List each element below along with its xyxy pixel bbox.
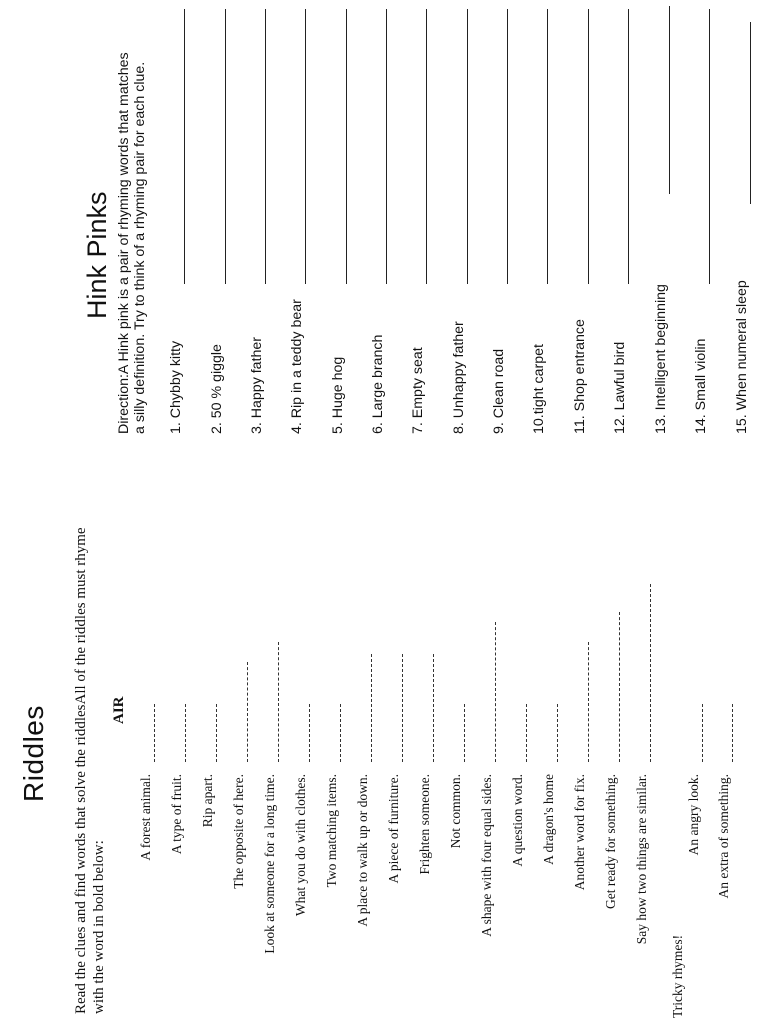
riddle-clue: Two matching items.	[324, 774, 339, 888]
riddle-row	[716, 504, 738, 1024]
hink-pink-row	[491, 4, 517, 434]
riddle-clue: A type of fruit.	[169, 774, 184, 855]
riddle-clue: Not common.	[448, 774, 463, 849]
hink-pink-answer-line[interactable]	[750, 22, 751, 204]
tricky-rhymes-label: Tricky rhymes!	[670, 934, 685, 1018]
riddle-row	[138, 504, 160, 1024]
hink-pink-clue: 2. 50 % giggle	[209, 344, 225, 434]
hink-pink-clue: 3. Happy father	[249, 336, 265, 434]
riddle-clue: A piece of furniture.	[386, 774, 401, 884]
riddle-answer-blank[interactable]	[309, 704, 310, 762]
riddles-bold-word: AIR	[111, 696, 127, 724]
hink-pink-answer-line[interactable]	[709, 9, 710, 284]
riddle-row	[479, 504, 501, 1024]
hink-pink-answer-line[interactable]	[426, 9, 427, 284]
riddles-instructions	[72, 474, 108, 1014]
riddle-answer-blank[interactable]	[650, 584, 651, 762]
riddle-clue: Another word for fix.	[572, 774, 587, 891]
riddle-answer-blank[interactable]	[216, 704, 217, 762]
hink-pink-answer-line[interactable]	[507, 9, 508, 284]
hink-pink-row	[289, 4, 315, 434]
riddle-answer-blank[interactable]	[732, 704, 733, 762]
riddle-row	[262, 504, 284, 1024]
riddle-row	[386, 504, 408, 1024]
riddle-row	[572, 504, 594, 1024]
riddle-answer-blank[interactable]	[371, 654, 372, 762]
riddle-clue: An angry look.	[686, 774, 701, 856]
riddle-row	[634, 504, 656, 1024]
hink-pink-answer-line[interactable]	[346, 9, 347, 284]
riddle-answer-blank[interactable]	[433, 654, 434, 762]
hink-pink-clue: 11. Shop entrance	[572, 319, 588, 434]
riddle-clue: A dragon's home	[541, 774, 556, 865]
hink-pink-answer-line[interactable]	[588, 9, 589, 284]
riddle-clue: A question word.	[510, 774, 525, 867]
hink-pink-row	[330, 4, 356, 434]
hink-pink-clue: 6. Large branch	[370, 334, 386, 434]
riddle-row	[293, 504, 315, 1024]
hink-pink-clue: 13. Intelligent beginning	[653, 284, 669, 434]
hink-pink-answer-line[interactable]	[305, 9, 306, 284]
riddle-row	[417, 504, 439, 1024]
riddle-row	[200, 504, 222, 1024]
riddle-clue: Look at someone for a long time.	[262, 774, 277, 954]
hink-pink-answer-line[interactable]	[225, 9, 226, 284]
hink-pink-row	[209, 4, 235, 434]
riddle-clue: The opposite of here.	[231, 774, 246, 889]
hink-pink-clue: 9. Clean road	[491, 348, 507, 434]
riddles-instructions-line1: Read the clues and find words that solve the riddlesAll of the riddles must rhyme	[73, 527, 89, 1014]
hink-pink-answer-line[interactable]	[265, 9, 266, 284]
riddle-clue: Rip apart.	[200, 774, 215, 828]
riddle-clue: What you do with clothes.	[293, 774, 308, 917]
hink-pink-row	[612, 4, 638, 434]
riddle-clue: Say how two things are similar.	[634, 774, 649, 945]
riddle-answer-blank[interactable]	[588, 642, 589, 762]
hink-pinks-title: Hink Pinks	[82, 191, 112, 319]
hink-pink-answer-line[interactable]	[467, 9, 468, 284]
hink-pink-clue: 7. Empty seat	[410, 347, 426, 434]
riddle-answer-blank[interactable]	[464, 704, 465, 762]
riddle-row	[686, 504, 708, 1024]
hink-pink-answer-line[interactable]	[184, 9, 185, 284]
riddle-clue: A shape with four equal sides.	[479, 774, 494, 937]
riddle-answer-blank[interactable]	[154, 704, 155, 762]
hink-pink-clue: 8. Unhappy father	[451, 321, 467, 434]
riddle-answer-blank[interactable]	[557, 704, 558, 762]
riddle-clue: Frighten someone.	[417, 774, 432, 875]
hink-pink-row	[653, 4, 679, 434]
riddle-row	[510, 504, 532, 1024]
riddle-row	[541, 504, 563, 1024]
hink-pink-answer-line[interactable]	[669, 6, 670, 194]
hink-pink-clue: 10.tight carpet	[531, 344, 547, 434]
riddle-row	[355, 504, 377, 1024]
hink-pink-clue: 14. Small violin	[693, 338, 709, 434]
riddle-answer-blank[interactable]	[526, 704, 527, 762]
riddle-answer-blank[interactable]	[185, 704, 186, 762]
riddle-answer-blank[interactable]	[495, 622, 496, 762]
riddle-clue: A forest animal.	[138, 774, 153, 861]
riddles-title: Riddles	[18, 705, 49, 802]
riddle-row	[324, 504, 346, 1024]
hink-pink-clue: 12. Lawful bird	[612, 341, 628, 434]
hink-pink-row	[531, 4, 557, 434]
hink-pink-clue: 5. Huge hog	[330, 356, 346, 434]
hink-pink-clue: 15. When numeral sleep	[734, 280, 750, 434]
riddle-answer-blank[interactable]	[702, 704, 703, 762]
riddle-clue: A place to walk up or down.	[355, 774, 370, 927]
hink-pink-answer-line[interactable]	[547, 9, 548, 284]
riddle-answer-blank[interactable]	[278, 642, 279, 762]
riddle-answer-blank[interactable]	[340, 704, 341, 762]
riddle-row	[603, 504, 625, 1024]
riddles-instructions-line2: with the word in bold below:	[91, 840, 107, 1014]
hink-pink-answer-line[interactable]	[628, 9, 629, 284]
riddle-clue: An extra of something.	[716, 774, 731, 899]
hink-pinks-directions-line1: Direction:A Hink pink is a pair of rhyming words that matches	[116, 52, 132, 434]
hink-pink-row	[168, 4, 194, 434]
hink-pinks-directions	[116, 0, 148, 434]
hink-pink-row	[249, 4, 275, 434]
riddle-row	[169, 504, 191, 1024]
hink-pinks-directions-line2: a silly definition. Try to think of a rhyming pair for each clue.	[132, 61, 148, 434]
riddle-row	[448, 504, 470, 1024]
riddle-answer-blank[interactable]	[619, 612, 620, 762]
hink-pink-clue: 1. Chybby kitty	[168, 340, 184, 434]
hink-pink-row	[734, 4, 760, 434]
riddle-answer-blank[interactable]	[247, 662, 248, 762]
hink-pink-row	[572, 4, 598, 434]
hink-pink-row	[693, 4, 719, 434]
hink-pink-answer-line[interactable]	[386, 9, 387, 284]
hink-pink-row	[451, 4, 477, 434]
hink-pink-clue: 4. Rip in a teddy bear	[289, 299, 305, 434]
riddle-row	[231, 504, 253, 1024]
hink-pink-row	[410, 4, 436, 434]
riddle-answer-blank[interactable]	[402, 654, 403, 762]
riddle-clue: Get ready for something.	[603, 774, 618, 909]
hink-pink-row	[370, 4, 396, 434]
